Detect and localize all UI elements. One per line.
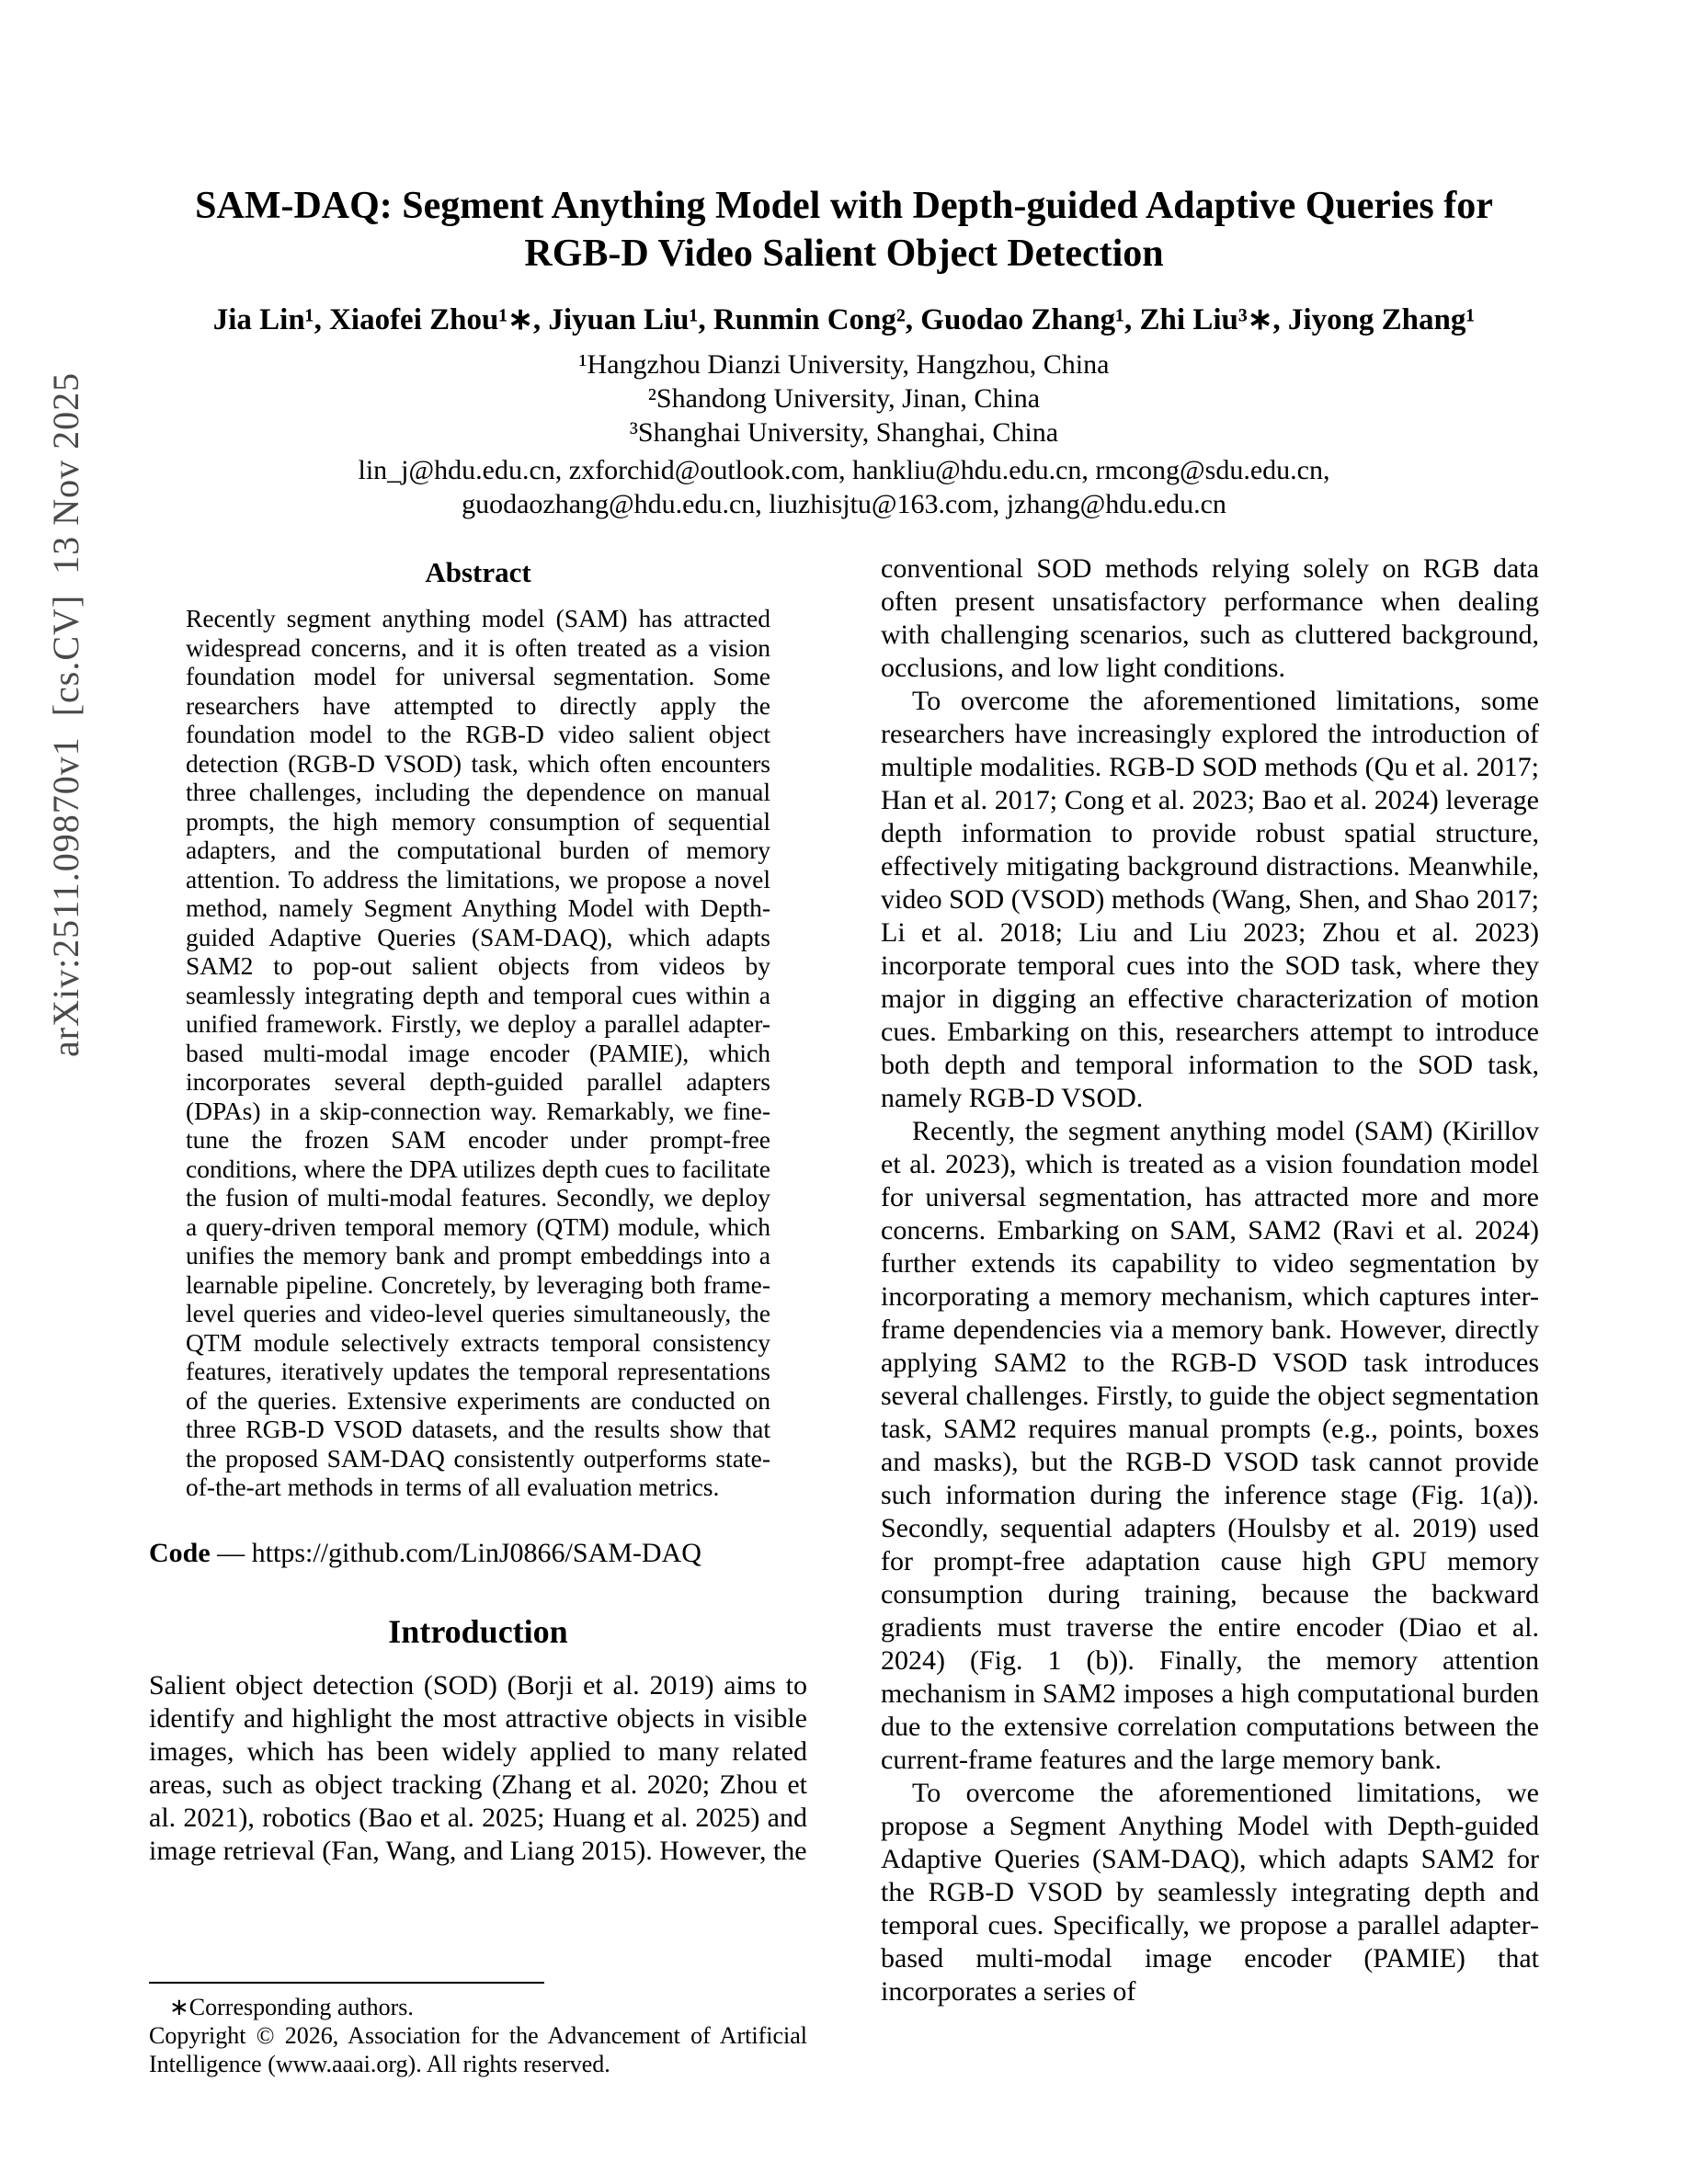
affiliations-block [149,347,1539,449]
emails-block [149,453,1539,521]
code-separator: — [210,1537,252,1568]
emails-line-1: lin_j@hdu.edu.cn, zxforchid@outlook.com, hankliu@hdu.edu.cn, rmcong@sdu.edu.cn, [358,455,1330,485]
code-repository-link[interactable]: https://github.com/LinJ0866/SAM-DAQ [251,1537,701,1568]
body-paragraph-4: To overcome the aforementioned limitations, we propose a Segment Anything Model with Depth-guided Adaptive Queries (SAM-DAQ), which adapts SAM2 for the RGB-D VSOD by seamlessly integrating depth and temporal cues. Specifically, we propose a parallel adapter-based multi-modal image encoder (PAMIE) that incorporates a series of [881,1778,1539,2007]
introduction-paragraph: Salient object detection (SOD) (Borji et al. 2019) aims to identify and highlight the most attractive objects in visible images, which has been widely applied to many related areas, such as object tracking (Zhang et al. 2020; Zhou et al. 2021), robotics (Bao et al. 2025; Huang et al. 2025) and image retrieval (Fan, Wang, and Liang 2015). However, the [149,1669,807,1866]
abstract-heading: Abstract [425,556,531,588]
arxiv-watermark: arXiv:2511.09870v1 [cs.CV] 13 Nov 2025 [45,371,86,1057]
footnote [149,1982,807,2078]
code-label: Code [149,1537,211,1568]
copyright-notice: Copyright © 2026, Association for the Advancement of Artificial Intelligence (www.aaai.org). All rights reserved. [149,2022,807,2077]
paper-header [149,0,1539,521]
code-line [149,1537,807,1570]
body-paragraph-3: Recently, the segment anything model (SAM) (Kirillov et al. 2023), which is treated as a vision foundation model for universal segmentation, has attracted more and more concerns. Embarking on SAM, SAM2 (Ravi et al. 2024) further extends its capability to video segmentation by incorporating a memory mechanism, which captures inter-frame dependencies via a memory bank. However, directly applying SAM2 to the RGB-D VSOD task introduces several challenges. Firstly, to guide the object segmentation task, SAM2 requires manual prompts (e.g., points, boxes and masks), but the RGB-D VSOD task cannot provide such information during the inference stage (Fig. 1(a)). Secondly, sequential adapters (Houlsby et al. 2019) used for prompt-free adaptation cause high GPU memory consumption during training, because the backward gradients must traverse the entire encoder (Diao et al. 2024) (Fig. 1 (b)). Finally, the memory attention mechanism in SAM2 imposes a high computational burden due to the extensive correlation computations between the current-frame features and the large memory bank. [881,1116,1539,1775]
title-line-1: SAM-DAQ: Segment Anything Model with Depth-guided Adaptive Queries for [195,185,1493,227]
corresponding-authors-note: ∗Corresponding authors. [169,1994,414,2020]
body-paragraph-1: conventional SOD methods relying solely on RGB data often present unsatisfactory performance when dealing with challenging scenarios, such as cluttered background, occlusions, and low light conditions. [881,553,1539,683]
affiliation-3: ³Shanghai University, Shanghai, China [629,417,1059,448]
footnote-rule [149,1982,544,1984]
affiliation-2: ²Shandong University, Jinan, China [647,383,1041,414]
emails-line-2: guodaozhang@hdu.edu.cn, liuzhisjtu@163.com, jzhang@hdu.edu.cn [462,489,1226,519]
affiliation-1: ¹Hangzhou Dianzi University, Hangzhou, China [578,349,1110,380]
paper-title [149,182,1539,278]
abstract-text: Recently segment anything model (SAM) has attracted widespread concerns, and it is often treated as a vision foundation model for universal segmentation. Some researchers have attempted to directly apply the foundation model to the RGB-D video salient object detection (RGB-D VSOD) task, which often encounters three challenges, including the dependence on manual prompts, the high memory consumption of sequential adapters, and the computational burden of memory attention. To address the limitations, we propose a novel method, namely Segment Anything Model with Depth-guided Adaptive Queries (SAM-DAQ), which adapts SAM2 to pop-out salient objects from videos by seamlessly integrating depth and temporal cues within a unified framework. Firstly, we deploy a parallel adapter-based multi-modal image encoder (PAMIE), which incorporates several depth-guided parallel adapters (DPAs) in a skip-connection way. Remarkably, we fine-tune the frozen SAM encoder under prompt-free conditions, where the DPA utilizes depth cues to facilitate the fusion of multi-modal features. Secondly, we deploy a query-driven temporal memory (QTM) module, which unifies the memory bank and prompt embeddings into a learnable pipeline. Concretely, by leveraging both frame-level queries and video-level queries simultaneously, the QTM module selectively extracts temporal consistency features, iteratively updates the temporal representations of the queries. Extensive experiments are conducted on three RGB-D VSOD datasets, and the results show that the proposed SAM-DAQ consistently outperforms state-of-the-art methods in terms of all evaluation metrics. [186,604,770,1501]
title-line-2: RGB-D Video Salient Object Detection [524,233,1164,275]
introduction-heading: Introduction [388,1612,568,1650]
right-column [881,552,1539,2078]
authors-line: Jia Lin¹, Xiaofei Zhou¹∗, Jiyuan Liu¹, Runmin Cong², Guodao Zhang¹, Zhi Liu³∗, Jiyong Zhang¹ [212,303,1476,336]
left-column [149,552,807,2078]
two-column-body [149,552,1539,2078]
body-paragraph-2: To overcome the aforementioned limitations, some researchers have increasingly explored the introduction of multiple modalities. RGB-D SOD methods (Qu et al. 2017; Han et al. 2017; Cong et al. 2023; Bao et al. 2024) leverage depth information to provide robust spatial structure, effectively mitigating background distractions. Meanwhile, video SOD (VSOD) methods (Wang, Shen, and Shao 2017; Li et al. 2018; Liu and Liu 2023; Zhou et al. 2023) incorporate temporal cues into the SOD task, where they major in digging an effective characterization of motion cues. Embarking on this, researchers attempt to introduce both depth and temporal information to the SOD task, namely RGB-D VSOD. [881,686,1539,1113]
